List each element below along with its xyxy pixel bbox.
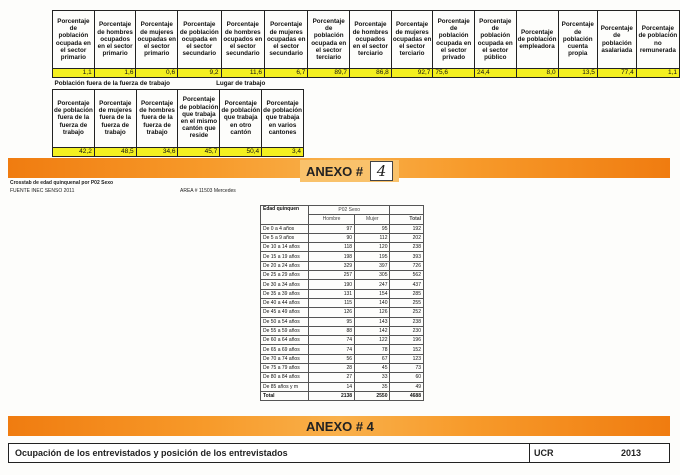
value-cell: 42,2 bbox=[53, 147, 95, 156]
row-value-t: 562 bbox=[390, 271, 424, 280]
row-value-t: 192 bbox=[390, 224, 424, 233]
header-cell: Porcentaje de población asalariada bbox=[597, 11, 636, 69]
header-row bbox=[53, 89, 304, 147]
value-cell: 50,4 bbox=[220, 147, 262, 156]
row-label: De 40 a 44 años bbox=[261, 298, 309, 307]
row-value-h: 198 bbox=[309, 252, 355, 261]
crosstab-row bbox=[261, 243, 424, 252]
value-cell: 9,2 bbox=[178, 69, 221, 78]
header-cell: Porcentaje de población que trabaja en el mismo cantón que reside bbox=[178, 89, 220, 147]
header-cell: Porcentaje de mujeres fuera de la fuerza de trabajo bbox=[94, 89, 136, 147]
header-cell: Porcentaje de mujeres ocupadas en el sector primario bbox=[136, 11, 178, 69]
footer-org: UCR bbox=[529, 444, 554, 462]
row-label: De 5 a 9 años bbox=[261, 233, 309, 242]
row-value-h: 56 bbox=[309, 354, 355, 363]
header-cell: Porcentaje de mujeres ocupadas en el sector secundario bbox=[265, 11, 308, 69]
crosstab-row bbox=[261, 233, 424, 242]
row-value-m: 112 bbox=[355, 233, 390, 242]
column-mujer: Mujer bbox=[355, 215, 390, 224]
header-cell: Porcentaje de población empleadora bbox=[516, 11, 558, 69]
row-value-h: 28 bbox=[309, 364, 355, 373]
row-label: De 70 a 74 años bbox=[261, 354, 309, 363]
header-cell: Porcentaje de mujeres ocupadas en el sector terciario bbox=[391, 11, 433, 69]
value-cell: 34,6 bbox=[136, 147, 178, 156]
row-value-h: 118 bbox=[309, 243, 355, 252]
row-value-t: 123 bbox=[390, 354, 424, 363]
header-cell: Porcentaje de población que trabaja en otro cantón bbox=[220, 89, 262, 147]
value-cell: 92,7 bbox=[391, 69, 433, 78]
anexo-label-bottom: ANEXO # 4 bbox=[306, 419, 374, 434]
header-cell: Porcentaje de hombres ocupados en el sector terciario bbox=[350, 11, 392, 69]
anexo-label-text: ANEXO # bbox=[306, 164, 364, 179]
total-row bbox=[261, 391, 424, 400]
crosstab-row bbox=[261, 261, 424, 270]
row-value-h: 257 bbox=[309, 271, 355, 280]
row-value-t: 49 bbox=[390, 382, 424, 391]
crosstab-header-row bbox=[261, 206, 424, 215]
value-cell: 8,0 bbox=[516, 69, 558, 78]
crosstab-row bbox=[261, 382, 424, 391]
crosstab-row bbox=[261, 317, 424, 326]
value-cell: 1,1 bbox=[636, 69, 679, 78]
crosstab-row bbox=[261, 336, 424, 345]
row-value-m: 33 bbox=[355, 373, 390, 382]
anexo-label-top bbox=[300, 160, 399, 182]
row-value-h: 88 bbox=[309, 326, 355, 335]
crosstab-row bbox=[261, 373, 424, 382]
column-total: Total bbox=[390, 215, 424, 224]
row-value-t: 238 bbox=[390, 317, 424, 326]
group-title: Lugar de trabajo bbox=[216, 80, 266, 88]
column-hombre: Hombre bbox=[309, 215, 355, 224]
row-value-h: 131 bbox=[309, 289, 355, 298]
header-cell: Porcentaje de población que trabaja en varios cantones bbox=[262, 89, 304, 147]
value-cell: 89,7 bbox=[308, 69, 350, 78]
row-value-m: 143 bbox=[355, 317, 390, 326]
group-title: Población fuera de la fuerza de trabajo bbox=[54, 80, 170, 88]
row-value-t: 60 bbox=[390, 373, 424, 382]
header-cell: Porcentaje de población no remunerada bbox=[636, 11, 679, 69]
row-value-t: 393 bbox=[390, 252, 424, 261]
value-cell: 45,7 bbox=[178, 147, 220, 156]
row-value-m: 126 bbox=[355, 308, 390, 317]
value-cell: 86,8 bbox=[350, 69, 392, 78]
row-value-t: 437 bbox=[390, 280, 424, 289]
row-value-m: 305 bbox=[355, 271, 390, 280]
row-value-h: 126 bbox=[309, 308, 355, 317]
row-value-m: 195 bbox=[355, 252, 390, 261]
header-cell: Porcentaje de hombres fuera de la fuerza de trabajo bbox=[136, 89, 178, 147]
row-value-m: 95 bbox=[355, 224, 390, 233]
row-value-m: 140 bbox=[355, 298, 390, 307]
crosstab-row bbox=[261, 252, 424, 261]
crosstab-row bbox=[261, 308, 424, 317]
row-label: De 75 a 79 años bbox=[261, 364, 309, 373]
header-cell: Porcentaje de población ocupada en el sector terciario bbox=[308, 11, 350, 69]
crosstab-row bbox=[261, 298, 424, 307]
row-value-m: 142 bbox=[355, 326, 390, 335]
row-value-m: 122 bbox=[355, 336, 390, 345]
row-label: De 35 a 39 años bbox=[261, 289, 309, 298]
total-hombre: 2138 bbox=[309, 391, 355, 400]
row-value-t: 255 bbox=[390, 298, 424, 307]
crosstab-row bbox=[261, 364, 424, 373]
row-value-m: 397 bbox=[355, 261, 390, 270]
value-cell: 6,7 bbox=[265, 69, 308, 78]
row-label: De 25 a 29 años bbox=[261, 271, 309, 280]
row-value-h: 97 bbox=[309, 224, 355, 233]
row-label: De 15 a 19 años bbox=[261, 252, 309, 261]
header-row bbox=[53, 11, 680, 69]
row-value-m: 78 bbox=[355, 345, 390, 354]
crosstab-area: AREA # 11503 Mercedes bbox=[180, 188, 236, 194]
value-row bbox=[53, 69, 680, 78]
row-label: De 80 a 84 años bbox=[261, 373, 309, 382]
value-cell: 11,6 bbox=[221, 69, 264, 78]
row-value-t: 285 bbox=[390, 289, 424, 298]
corner-label: Edad quinquen bbox=[261, 206, 309, 225]
row-label: De 0 a 4 años bbox=[261, 224, 309, 233]
crosstab-row bbox=[261, 224, 424, 233]
header-cell: Porcentaje de población ocupada en el sector primario bbox=[53, 11, 95, 69]
footer-bar bbox=[8, 443, 670, 463]
row-value-t: 196 bbox=[390, 336, 424, 345]
row-label: De 50 a 54 años bbox=[261, 317, 309, 326]
row-value-t: 73 bbox=[390, 364, 424, 373]
value-cell: 75,6 bbox=[433, 69, 475, 78]
row-label: De 20 a 24 años bbox=[261, 261, 309, 270]
crosstab-source: FUENTE INEC SENSO 2011 bbox=[10, 188, 75, 194]
row-value-h: 14 bbox=[309, 382, 355, 391]
crosstab-row bbox=[261, 289, 424, 298]
row-value-m: 67 bbox=[355, 354, 390, 363]
header-cell: Porcentaje de población ocupada en el sector privado bbox=[433, 11, 475, 69]
row-value-t: 230 bbox=[390, 326, 424, 335]
value-cell: 24,4 bbox=[474, 69, 516, 78]
group-title-row bbox=[53, 79, 304, 89]
crosstab-title: Crosstab de edad quinquenal por P02 Sexo bbox=[10, 180, 114, 186]
row-value-h: 74 bbox=[309, 336, 355, 345]
spacer-cell bbox=[390, 206, 424, 215]
row-value-h: 74 bbox=[309, 345, 355, 354]
crosstab-row bbox=[261, 354, 424, 363]
header-cell: Porcentaje de población cuenta propia bbox=[558, 11, 597, 69]
row-label: De 60 a 64 años bbox=[261, 336, 309, 345]
row-value-t: 238 bbox=[390, 243, 424, 252]
crosstab-body bbox=[261, 224, 424, 391]
row-label: De 85 años y m bbox=[261, 382, 309, 391]
total-total: 4688 bbox=[390, 391, 424, 400]
total-mujer: 2550 bbox=[355, 391, 390, 400]
value-cell: 13,5 bbox=[558, 69, 597, 78]
age-sex-crosstab bbox=[260, 205, 424, 401]
value-cell: 1,6 bbox=[94, 69, 136, 78]
row-label: De 30 a 34 años bbox=[261, 280, 309, 289]
row-value-h: 27 bbox=[309, 373, 355, 382]
total-label: Total bbox=[261, 391, 309, 400]
header-cell: Porcentaje de población fuera de la fuerza de trabajo bbox=[53, 89, 95, 147]
row-value-m: 45 bbox=[355, 364, 390, 373]
header-cell: Porcentaje de hombres ocupados en el sector primario bbox=[94, 11, 136, 69]
header-cell: Porcentaje de hombres ocupados en el sector secundario bbox=[221, 11, 264, 69]
group-label: P02 Sexo bbox=[309, 206, 390, 215]
footer-year: 2013 bbox=[621, 448, 642, 458]
crosstab-row bbox=[261, 326, 424, 335]
value-cell: 77,4 bbox=[597, 69, 636, 78]
value-cell: 0,6 bbox=[136, 69, 178, 78]
row-value-h: 190 bbox=[309, 280, 355, 289]
row-value-h: 115 bbox=[309, 298, 355, 307]
row-value-t: 726 bbox=[390, 261, 424, 270]
value-cell: 3,4 bbox=[262, 147, 304, 156]
crosstab-row bbox=[261, 345, 424, 354]
crosstab-row bbox=[261, 280, 424, 289]
handwritten-number: 4 bbox=[370, 161, 394, 181]
row-value-m: 154 bbox=[355, 289, 390, 298]
row-label: De 55 a 59 años bbox=[261, 326, 309, 335]
row-label: De 10 a 14 años bbox=[261, 243, 309, 252]
row-label: De 45 a 49 años bbox=[261, 308, 309, 317]
row-value-h: 329 bbox=[309, 261, 355, 270]
row-value-m: 247 bbox=[355, 280, 390, 289]
row-value-m: 35 bbox=[355, 382, 390, 391]
row-value-h: 90 bbox=[309, 233, 355, 242]
occupation-sector-table bbox=[52, 10, 680, 78]
value-cell: 48,5 bbox=[94, 147, 136, 156]
row-value-h: 95 bbox=[309, 317, 355, 326]
crosstab-row bbox=[261, 271, 424, 280]
value-row bbox=[53, 147, 304, 156]
header-cell: Porcentaje de población ocupada en el sector secundario bbox=[178, 11, 221, 69]
value-cell: 1,1 bbox=[53, 69, 95, 78]
row-value-t: 202 bbox=[390, 233, 424, 242]
labor-force-table bbox=[52, 79, 304, 157]
row-value-t: 252 bbox=[390, 308, 424, 317]
footer-title: Ocupación de los entrevistados y posición de los entrevistados bbox=[15, 448, 288, 458]
row-value-t: 152 bbox=[390, 345, 424, 354]
row-label: De 65 a 69 años bbox=[261, 345, 309, 354]
header-cell: Porcentaje de población ocupada en el sector público bbox=[474, 11, 516, 69]
row-value-m: 120 bbox=[355, 243, 390, 252]
